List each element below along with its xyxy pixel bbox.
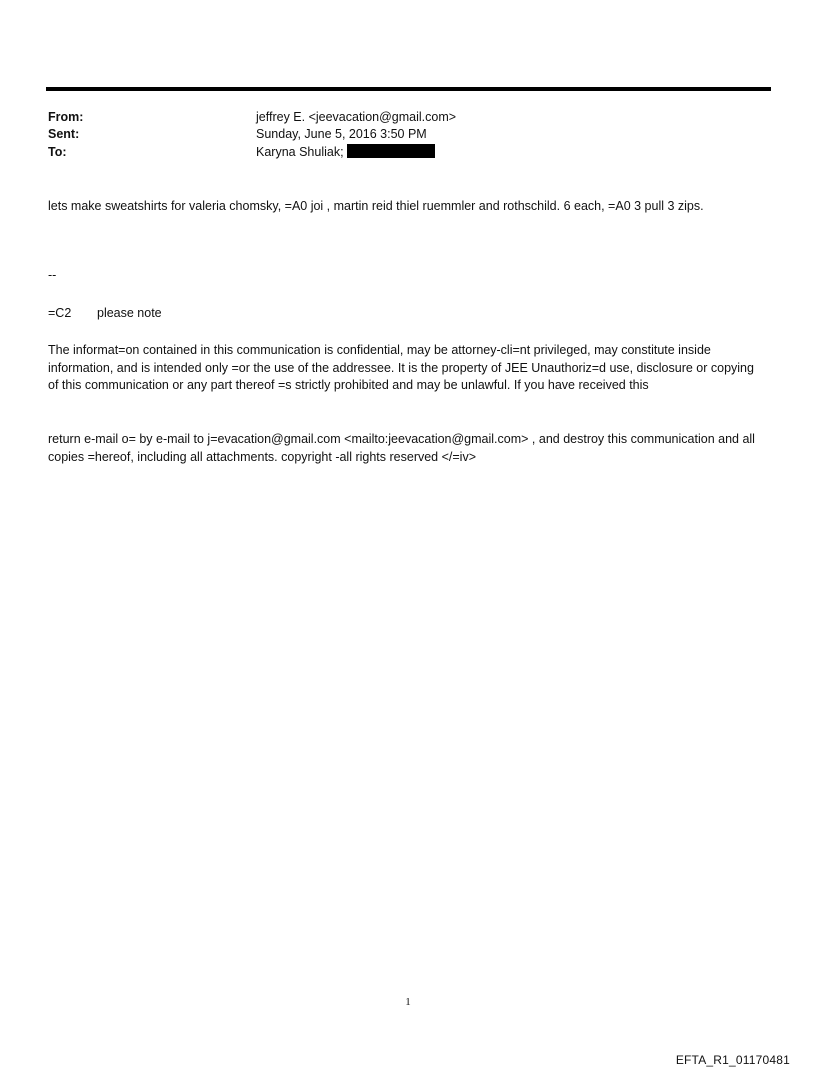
from-label: From: bbox=[48, 110, 84, 124]
disclaimer-paragraph-2: return e-mail o= by e-mail to j=evacation@gmail.com <mailto:jeevacation@gmail.com> , and destroy this communication and all copies =hereof, including all attachments. copyright -all rights reserved </=iv> bbox=[48, 432, 755, 464]
redaction-box bbox=[347, 144, 435, 158]
to-label: To: bbox=[48, 145, 67, 159]
header-rule bbox=[46, 87, 771, 91]
note-text: please note bbox=[97, 306, 162, 320]
note-line bbox=[48, 306, 162, 320]
disclaimer-paragraph-1: The informat=on contained in this communication is confidential, may be attorney-cli=nt privileged, may constitute inside information, and is intended only =or the use of the addressee. It is the property of JEE Unauthoriz=d use, disclosure or copying of this communication or any part thereof =s strictly prohibited and may be unlawful. If you have received this bbox=[48, 343, 754, 392]
sent-label: Sent: bbox=[48, 127, 80, 141]
from-value: jeffrey E. <jeevacation@gmail.com> bbox=[256, 110, 457, 124]
page-number: 1 bbox=[405, 996, 411, 1008]
message-body: lets make sweatshirts for valeria chomsky, =A0 joi , martin reid thiel ruemmler and rothschild. 6 each, =A0 3 pull 3 zips. bbox=[48, 199, 704, 213]
to-value-wrap bbox=[256, 144, 435, 160]
signature-separator: -- bbox=[48, 268, 57, 282]
to-value: Karyna Shuliak; bbox=[256, 145, 344, 159]
note-prefix: =C2 bbox=[48, 306, 72, 320]
sent-value: Sunday, June 5, 2016 3:50 PM bbox=[256, 127, 427, 141]
bates-number: EFTA_R1_01170481 bbox=[675, 1053, 790, 1067]
